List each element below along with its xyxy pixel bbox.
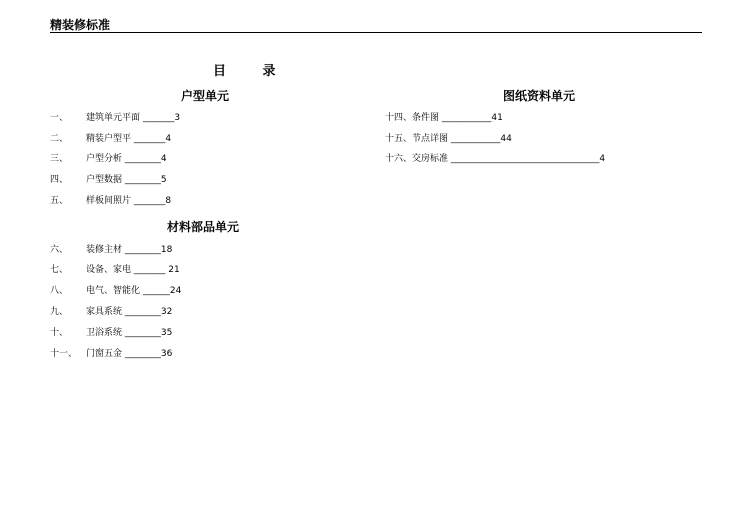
- toc-entry-text: 十五、节点详图 ___________44: [385, 134, 512, 144]
- toc-entry-number: 三、: [50, 154, 69, 164]
- toc-entry-text: 家具系统 ________32: [86, 307, 173, 317]
- toc-entry-text: 户型数据 ________5: [86, 175, 167, 185]
- toc-entry-number: 二、: [50, 134, 69, 144]
- toc-entry-text: 卫浴系统 ________35: [86, 328, 173, 338]
- document-title: 精装修标准: [50, 18, 111, 32]
- section-title-unit-type: 户型单元: [181, 89, 230, 103]
- toc-entry-text: 十六、交房标准 _________________________________4: [385, 154, 606, 164]
- toc-entry-number: 十一、: [50, 349, 78, 359]
- toc-entry-number: 一、: [50, 113, 69, 123]
- toc-entry-text: 设备、家电 _______ 21: [86, 265, 180, 275]
- toc-entry-text: 户型分析 ________4: [86, 154, 167, 164]
- toc-entry-text: 十四、条件图 ___________41: [385, 113, 503, 123]
- toc-entry-text: 样板间照片 _______8: [86, 196, 172, 206]
- toc-entry-number: 八、: [50, 286, 69, 296]
- toc-entry-number: 十、: [50, 328, 69, 338]
- toc-entry-number: 九、: [50, 307, 69, 317]
- toc-entry-number: 七、: [50, 265, 69, 275]
- toc-entry-number: 五、: [50, 196, 69, 206]
- toc-entry-number: 六、: [50, 245, 69, 255]
- toc-entry-number: 四、: [50, 175, 69, 185]
- toc-entry-text: 装修主材 ________18: [86, 245, 173, 255]
- toc-title: 目 录: [213, 64, 292, 79]
- toc-entry-text: 门窗五金 ________36: [86, 349, 173, 359]
- section-title-drawings: 图纸资料单元: [503, 89, 576, 103]
- toc-entry-text: 电气、智能化 ______24: [86, 286, 182, 296]
- toc-entry-text: 精装户型平 _______4: [86, 134, 172, 144]
- header-divider: [50, 32, 702, 33]
- section-title-materials: 材料部品单元: [167, 220, 240, 234]
- toc-entry-text: 建筑单元平面 _______3: [86, 113, 181, 123]
